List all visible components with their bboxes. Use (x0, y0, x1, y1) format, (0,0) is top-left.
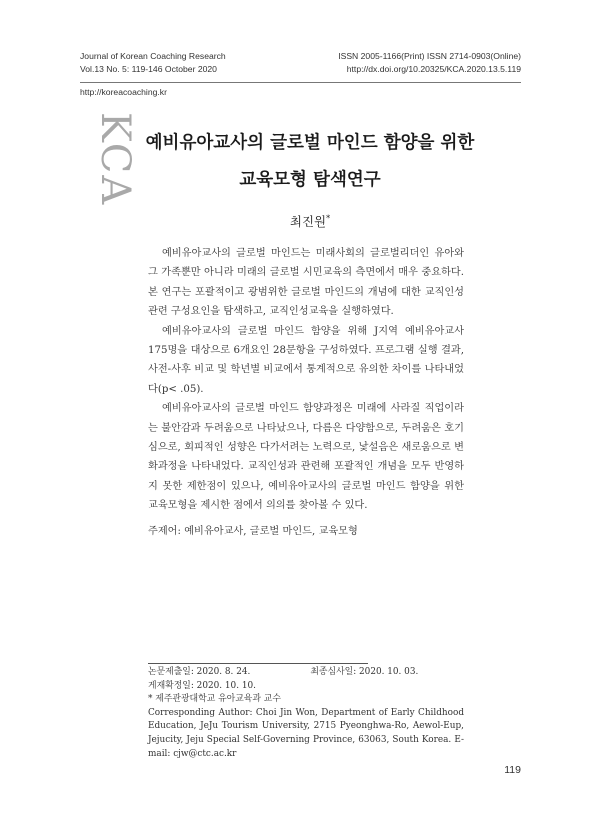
journal-name: Journal of Korean Coaching Research (80, 51, 226, 61)
footnote (148, 666, 464, 761)
journal-url[interactable]: http://koreacoaching.kr (80, 87, 167, 97)
abstract-paragraph-2: 예비유아교사의 글로벌 마인드 함양을 위해 J지역 예비유아교사 175명을 대상으로 6개요인 28문항을 구성하였다. 프로그램 실행 결과, 사전-사후 비교 및 학년별 비교에서 통계적으로 유의한 차이를 나타내었다(p< .05). (148, 325, 464, 395)
author-mark: * (326, 213, 331, 223)
received-date: 논문제출일: 2020. 8. 24. (148, 667, 251, 677)
title-line-1: 예비유아교사의 글로벌 마인드 함양을 위한 (145, 133, 475, 153)
corresponding-author: Corresponding Author: Choi Jin Won, Department of Early Childhood Education, JeJu Tourism University, 2715 Pyeonghwa-Ro, Aewol-Eup, Jejucity, Jeju Special Self-Governing Province, 63063, South Korea. E-mail: cjw@ctc.ac.kr (148, 707, 464, 759)
submission-dates (148, 666, 464, 693)
keywords-label: 주제어: (148, 526, 181, 537)
keywords-text: 예비유아교사, 글로벌 마인드, 교육모형 (184, 526, 358, 537)
header-divider (80, 82, 521, 83)
journal-header-right (338, 50, 521, 76)
issn: ISSN 2005-1166(Print) ISSN 2714-0903(Online) (338, 51, 521, 61)
accepted-date: 게재확정일: 2020. 10. 10. (148, 680, 256, 691)
journal-header-left (80, 50, 226, 76)
author-affiliation: * 제주관광대학교 유아교육과 교수 (148, 694, 281, 705)
keywords (148, 522, 358, 537)
author-name: 최진원 (289, 214, 327, 229)
doi-link[interactable]: http://dx.doi.org/10.20325/KCA.2020.13.5.119 (346, 64, 521, 74)
title-line-2: 교육모형 탐색연구 (239, 170, 381, 190)
author (0, 212, 600, 230)
kca-logo: KCA (92, 112, 138, 207)
page-number: 119 (504, 764, 521, 776)
reviewed-date: 최종심사일: 2020. 10. 03. (310, 667, 419, 677)
abstract (148, 244, 464, 516)
volume-info: Vol.13 No. 5: 119-146 October 2020 (80, 64, 217, 74)
abstract-paragraph-3: 예비유아교사의 글로벌 마인드 함양과정은 미래에 사라질 직업이라는 불안감과 두려움으로 나타났으나, 다름은 다양함으로, 두려움은 호기심으로, 회피적인 성향은 다가서려는 노력으로, 낯설음은 새로움으로 변화과정을 나타내었다. 교직인성과 관련해 포괄적인 개념을 모두 반영하지 못한 제한점이 있으나, 예비유아교사의 글로벌 마인드 함양을 위한 교육모형을 제시한 점에서 의의를 찾아볼 수 있다. (148, 403, 464, 512)
abstract-paragraph-1: 예비유아교사의 글로벌 마인드는 미래사회의 글로벌리더인 유아와 그 가족뿐만 아니라 미래의 글로벌 시민교육의 측면에서 매우 중요하다. 본 연구는 포괄적이고 광범위한 글로벌 마인드의 개념에 대한 교직인성관련 구성요인을 탐색하고, 교직인성교육을 실행하였다. (148, 248, 464, 318)
footnote-divider (148, 663, 368, 664)
paper-title (140, 125, 480, 199)
